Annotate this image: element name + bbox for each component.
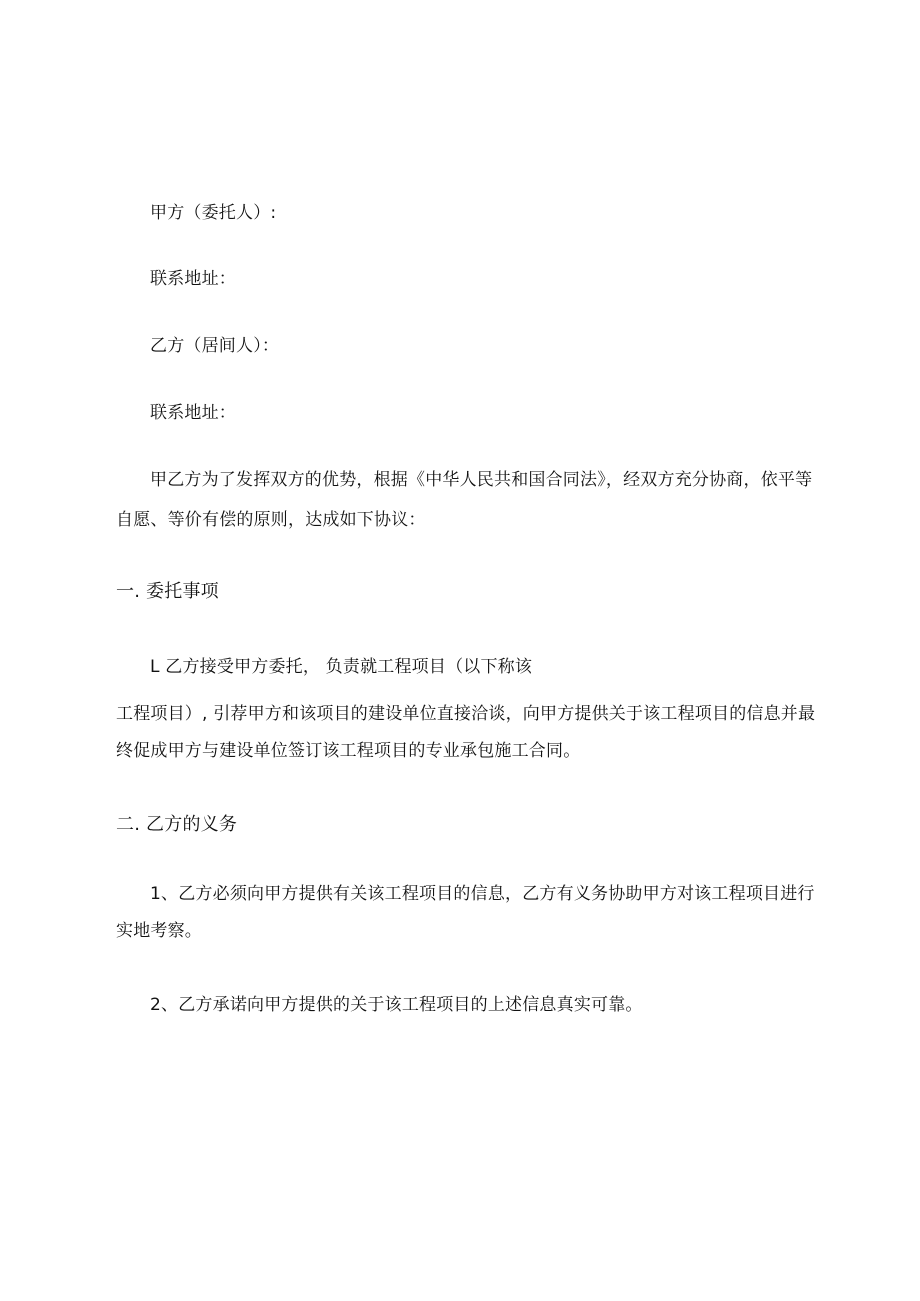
section-2-title: 二. 乙方的义务 [116,814,238,835]
section-1-item-1-line-1: L 乙方接受甲方委托， 负责就工程项目（以下称该 [150,657,533,677]
party-b-address-label: 联系地址： [150,403,236,423]
section-2-item-1-line-1: 1、乙方必须向甲方提供有关该工程项目的信息，乙方有义务协助甲方对该工程项目进行 [150,884,815,904]
section-2-item-2: 2、乙方承诺向甲方提供的关于该工程项目的上述信息真实可靠。 [150,995,643,1015]
section-2-item-1-line-2: 实地考察。 [116,921,202,941]
section-1-item-1-line-2: 工程项目）, 引荐甲方和该项目的建设单位直接洽谈，向甲方提供关于该工程项目的信息并最 [116,704,816,724]
preamble-line-1: 甲乙方为了发挥双方的优势，根据《中华人民共和国合同法》，经双方充分协商，依平等 [150,470,813,490]
party-a-address-label: 联系地址： [150,269,236,289]
party-b-label: 乙方（居间人）： [150,336,280,356]
party-a-label: 甲方（委托人）: [150,203,277,223]
section-1-item-1-line-3: 终促成甲方与建设单位签订该工程项目的专业承包施工合同。 [116,741,581,761]
preamble-line-2: 自愿、等价有偿的原则，达成如下协议： [116,510,426,530]
section-1-title: 一. 委托事项 [116,581,219,602]
